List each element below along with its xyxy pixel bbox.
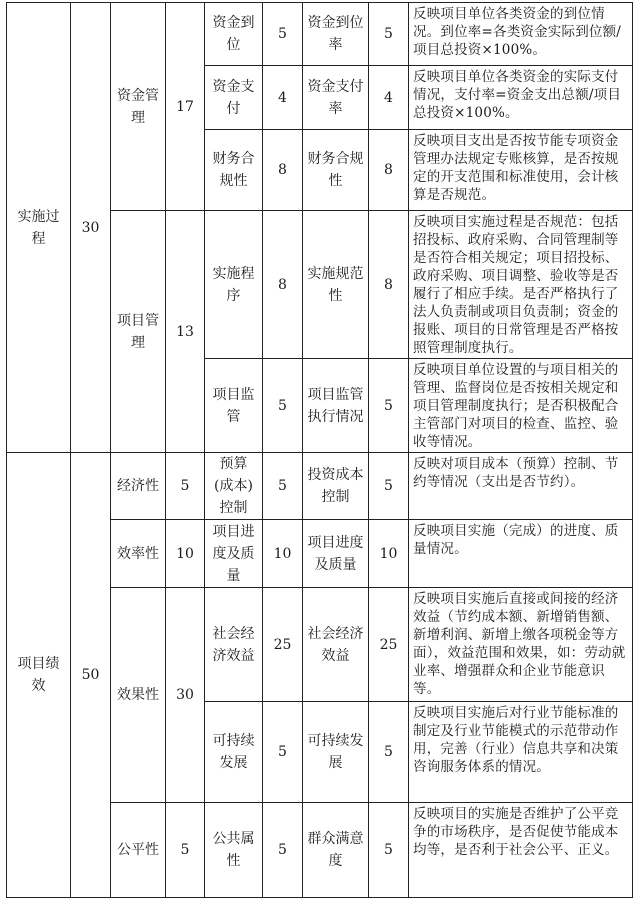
indicator-description: 反映项目实施后直接或间接的经济效益（节约成本额、新增销售额、新增利润、新增上缴各项税金等方面），效益范围和效果，如：劳动就业率、增强群众和企业节能意识等。 <box>409 588 633 702</box>
level3-label: 实施程序 <box>205 211 263 359</box>
level3-label: 预算(成本)控制 <box>205 453 263 520</box>
level3-weight: 5 <box>263 702 303 803</box>
indicator-label: 资金到位率 <box>303 3 369 66</box>
indicator-weight: 5 <box>369 453 409 520</box>
indicator-label: 资金支付率 <box>303 66 369 130</box>
level3-weight: 5 <box>263 3 303 66</box>
level3-label: 社会经济效益 <box>205 588 263 702</box>
level2-weight: 13 <box>166 211 205 453</box>
indicator-description: 反映项目实施（完成）的进度、质量情况。 <box>409 520 633 588</box>
indicator-description: 反映项目单位各类资金的到位情况。到位率=各类资金实际到位额/项目总投资×100%。 <box>409 3 633 66</box>
indicator-label: 投资成本控制 <box>303 453 369 520</box>
indicator-weight: 4 <box>369 66 409 130</box>
level2-weight: 5 <box>166 453 205 520</box>
level2-weight: 5 <box>166 803 205 898</box>
level3-weight: 5 <box>263 803 303 898</box>
level3-weight: 5 <box>263 359 303 453</box>
level3-label: 资金支付 <box>205 66 263 130</box>
indicator-description: 反映项目单位设置的与项目相关的管理、监督岗位是否按相关规定和项目管理制度执行；是否积极配合主管部门对项目的检查、监控、验收等情况。 <box>409 359 633 453</box>
indicator-weight: 5 <box>369 359 409 453</box>
indicator-label: 项目监管执行情况 <box>303 359 369 453</box>
level2-weight: 30 <box>166 588 205 803</box>
level3-weight: 8 <box>263 211 303 359</box>
level3-label: 项目进度及质量 <box>205 520 263 588</box>
indicator-weight: 25 <box>369 588 409 702</box>
indicator-label: 群众满意度 <box>303 803 369 898</box>
indicator-description: 反映项目实施后对行业节能标准的制定及行业节能模式的示范带动作用，完善（行业）信息共享和决策咨询服务体系的情况。 <box>409 702 633 803</box>
table-row <box>7 3 633 66</box>
level1-weight: 50 <box>71 453 111 898</box>
indicator-weight: 8 <box>369 130 409 211</box>
indicator-weight: 5 <box>369 702 409 803</box>
level3-label: 资金到位 <box>205 3 263 66</box>
level3-label: 可持续发展 <box>205 702 263 803</box>
indicator-weight: 10 <box>369 520 409 588</box>
level2-label: 资金管理 <box>111 3 166 211</box>
level1-weight: 30 <box>71 3 111 453</box>
indicator-label: 社会经济效益 <box>303 588 369 702</box>
indicator-description: 反映项目实施过程是否规范：包括招投标、政府采购、合同管理制等是否符合相关规定；项目招投标、政府采购、项目调整、验收等是否履行了相应手续。是否严格执行了法人负责制或项目负责制；资金的报账、项目的日常管理是否严格按照管理制度执行。 <box>409 211 633 359</box>
level3-label: 公共属性 <box>205 803 263 898</box>
indicator-label: 项目进度及质量 <box>303 520 369 588</box>
level2-weight: 10 <box>166 520 205 588</box>
level2-weight: 17 <box>166 3 205 211</box>
level2-label: 公平性 <box>111 803 166 898</box>
level2-label: 效果性 <box>111 588 166 803</box>
indicator-label: 可持续发展 <box>303 702 369 803</box>
indicator-weight: 5 <box>369 3 409 66</box>
indicator-description: 反映项目支出是否按节能专项资金管理办法规定专账核算，是否按规定的开支范围和标准使用，会计核算是否规范。 <box>409 130 633 211</box>
evaluation-table <box>6 2 633 898</box>
level3-label: 财务合规性 <box>205 130 263 211</box>
level3-weight: 4 <box>263 66 303 130</box>
level3-weight: 25 <box>263 588 303 702</box>
indicator-weight: 8 <box>369 211 409 359</box>
level2-label: 效率性 <box>111 520 166 588</box>
level1-label: 项目绩效 <box>7 453 71 898</box>
indicator-description: 反映项目单位各类资金的实际支付情况，支付率=资金支出总额/项目总投资×100%。 <box>409 66 633 130</box>
indicator-label: 财务合规性 <box>303 130 369 211</box>
level3-weight: 8 <box>263 130 303 211</box>
indicator-description: 反映对项目成本（预算）控制、节约等情况（支出是否节约）。 <box>409 453 633 520</box>
indicator-weight: 5 <box>369 803 409 898</box>
level2-label: 经济性 <box>111 453 166 520</box>
level3-weight: 5 <box>263 453 303 520</box>
level2-label: 项目管理 <box>111 211 166 453</box>
level1-label: 实施过程 <box>7 3 71 453</box>
table-row <box>7 453 633 520</box>
level3-weight: 10 <box>263 520 303 588</box>
indicator-label: 实施规范性 <box>303 211 369 359</box>
indicator-description: 反映项目的实施是否维护了公平竞争的市场秩序，是否促使节能成本均等，是否利于社会公平、正义。 <box>409 803 633 898</box>
level3-label: 项目监管 <box>205 359 263 453</box>
